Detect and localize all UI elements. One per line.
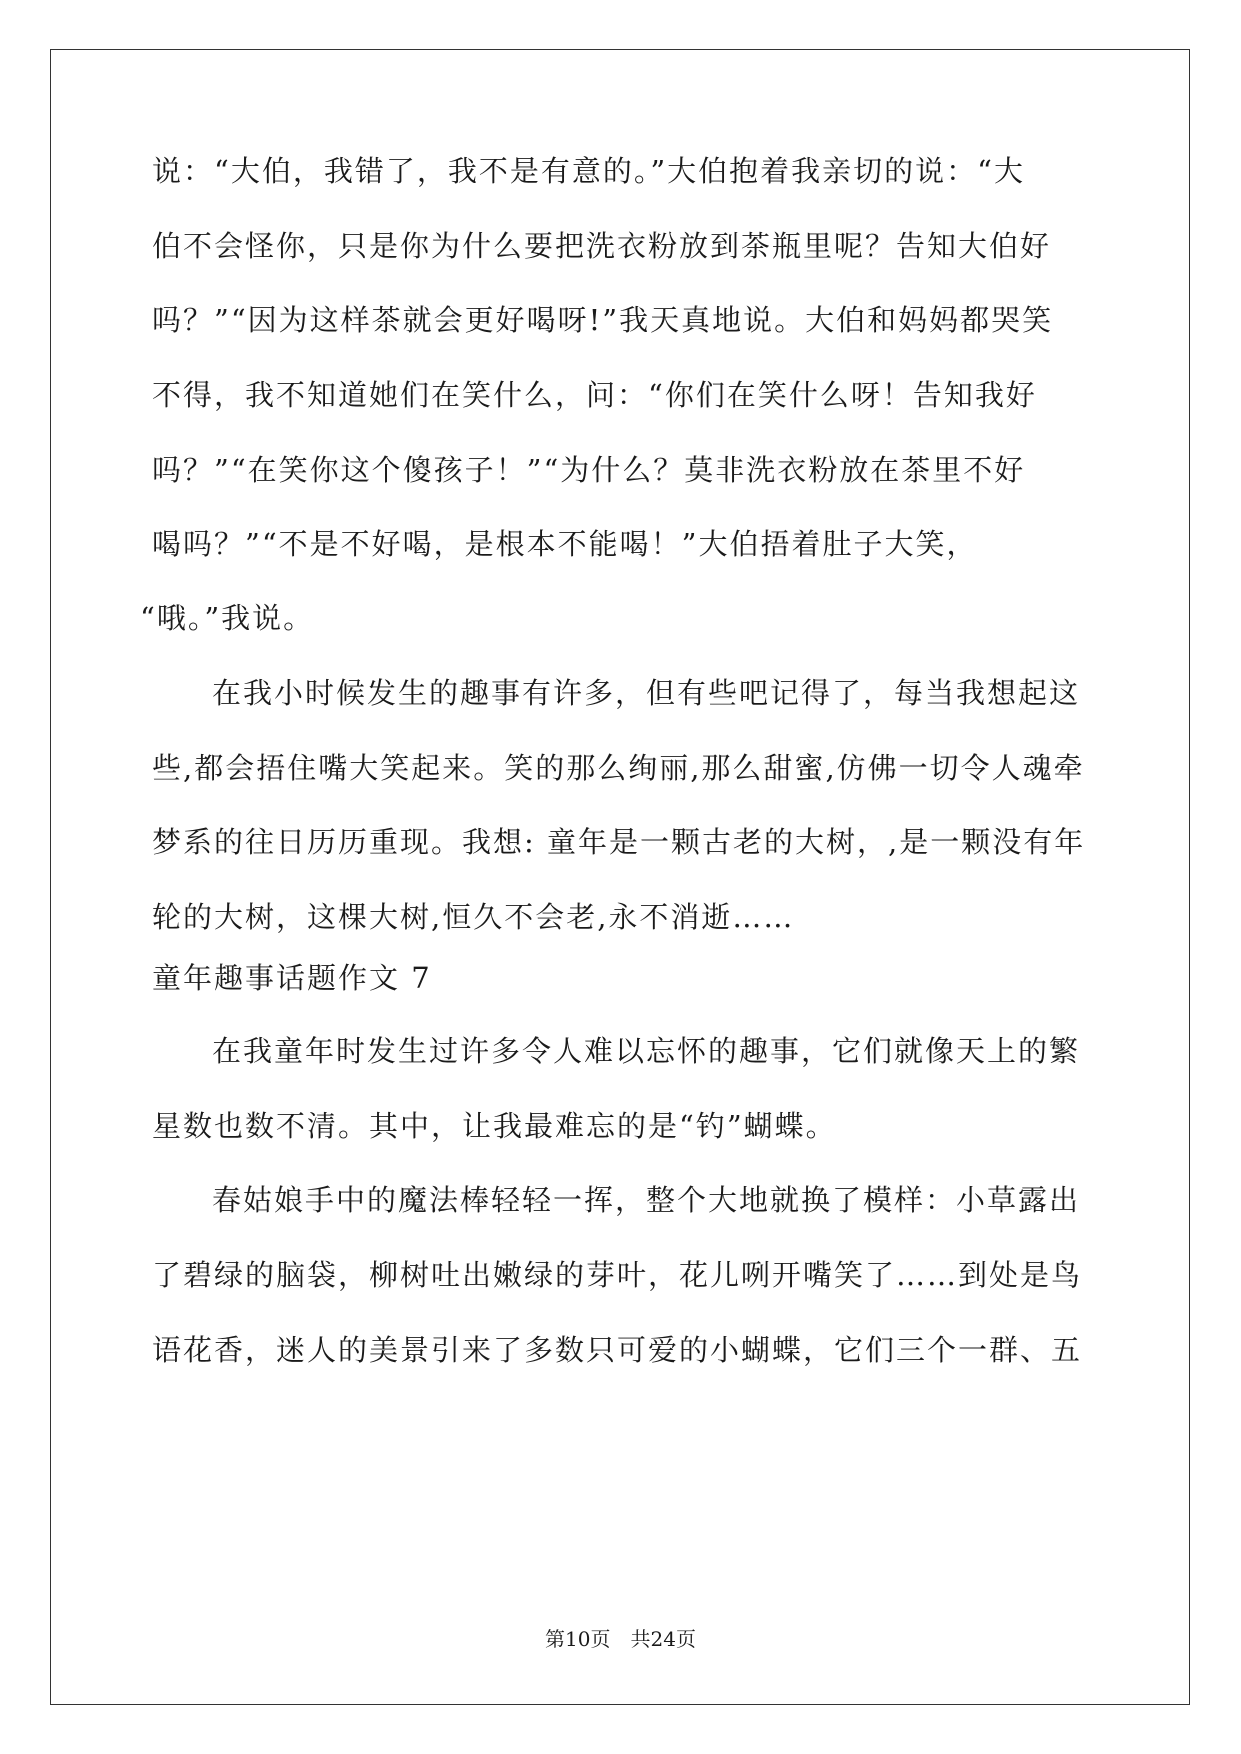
paragraph-first-line: 在我童年时发生过许多令人难以忘怀的趣事，它们就像天上的繁: [212, 1034, 1081, 1068]
paragraph-first-line: 春姑娘手中的魔法棒轻轻一挥，整个大地就换了模样：小草露出: [212, 1183, 1081, 1217]
text-line: 伯不会怪你，只是你为什么要把洗衣粉放到茶瓶里呢？告知大伯好: [152, 229, 1052, 263]
text-line: 了碧绿的脑袋，柳树吐出嫩绿的芽叶，花儿咧开嘴笑了……到处是鸟: [152, 1258, 1083, 1292]
section-heading: 童年趣事话题作文 7: [152, 961, 432, 995]
text-line: 吗？”“因为这样茶就会更好喝呀!”我天真地说。大伯和妈妈都哭笑: [152, 303, 1054, 337]
text-line: 轮的大树，这棵大树,恒久不会老,永不消逝……: [152, 900, 795, 934]
text-line: 吗？”“在笑你这个傻孩子！”“为什么？莫非洗衣粉放在茶里不好: [152, 453, 1026, 487]
paragraph-first-line: 在我小时候发生的趣事有许多，但有些吧记得了，每当我想起这: [212, 676, 1081, 710]
text-line: 不得，我不知道她们在笑什么，问：“你们在笑什么呀！告知我好: [152, 378, 1037, 412]
text-line: 星数也数不清。其中，让我最难忘的是“钓”蝴蝶。: [152, 1109, 837, 1143]
text-line: 梦系的往日历历重现。我想: 童年是一颗古老的大树，,是一颗没有年: [152, 825, 1086, 859]
text-line: 语花香，迷人的美景引来了多数只可爱的小蝴蝶，它们三个一群、五: [152, 1333, 1083, 1367]
text-line: “哦。”我说。: [140, 601, 315, 635]
page-number-footer: 第10页 共24页: [545, 1627, 696, 1651]
text-line: 说：“大伯，我错了，我不是有意的。”大伯抱着我亲切的说：“大: [152, 154, 1025, 188]
text-line: 喝吗？”“不是不好喝，是根本不能喝！”大伯捂着肚子大笑，: [152, 527, 978, 561]
text-line: 些,都会捂住嘴大笑起来。笑的那么绚丽,那么甜蜜,仿佛一切令人魂牵: [152, 751, 1085, 785]
page-border: [50, 49, 1190, 1705]
